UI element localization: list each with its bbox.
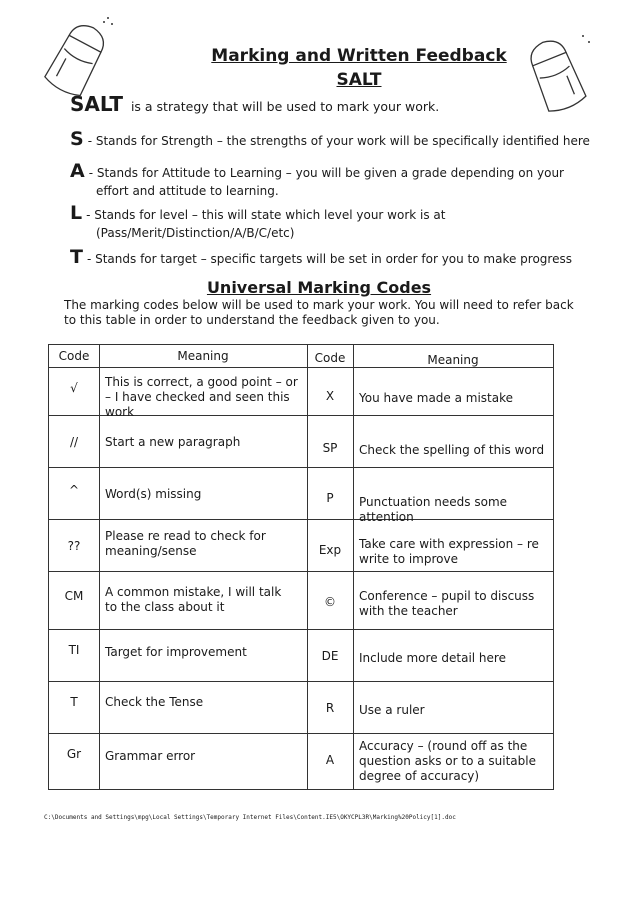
table-cell-code: © <box>324 595 336 609</box>
table-cell-meaning: Conference – pupil to discuss with the teacher <box>359 589 535 618</box>
salt-item-continuation: effort and attitude to learning. <box>96 184 279 198</box>
table-header: Meaning <box>177 349 229 363</box>
codes-title: Universal Marking Codes <box>206 278 432 297</box>
table-cell-code: Exp <box>318 543 342 557</box>
table-cell-code: X <box>325 389 335 403</box>
page-title: Marking and Written Feedback <box>211 46 507 66</box>
table-cell-code: // <box>69 435 79 449</box>
table-cell-code: TI <box>68 643 80 657</box>
table-cell-meaning: Punctuation needs some attention <box>359 495 508 524</box>
salt-item-letter: A <box>70 160 85 182</box>
table-cell-meaning: Start a new paragraph <box>105 435 241 449</box>
table-cell-code: A <box>325 753 335 767</box>
table-cell-code: R <box>325 701 335 715</box>
salt-item-t <box>70 246 572 268</box>
file-path-footer: C:\Documents and Settings\mpg\Local Settings\Temporary Internet Files\Content.IE5\OKYCPL3R\Marking%20Policy[1].doc <box>44 814 456 821</box>
table-cell-meaning: Grammar error <box>105 749 196 763</box>
table-cell-meaning: A common mistake, I will talk to the class about it <box>105 585 282 614</box>
table-header: Meaning <box>427 353 479 367</box>
salt-item-a <box>70 160 564 198</box>
salt-item-text: - Stands for level – this will state which level your work is at <box>86 208 446 222</box>
salt-intro-text: is a strategy that will be used to mark your work. <box>130 99 440 114</box>
table-cell-code: ^ <box>68 483 80 497</box>
table-cell-meaning: This is correct, a good point – or – I have checked and seen this work <box>105 375 298 419</box>
table-cell-code: CM <box>64 589 84 603</box>
salt-item-letter: L <box>70 202 83 224</box>
codes-intro: The marking codes below will be used to mark your work. You will need to refer back to this table in order to understand the feedback given to you. <box>64 298 574 327</box>
table-cell-meaning: Please re read to check for meaning/sense <box>105 529 266 558</box>
salt-item-text: - Stands for Strength – the strengths of your work will be specifically identified here <box>87 134 590 148</box>
table-cell-code: P <box>326 491 334 505</box>
table-cell-meaning: Check the Tense <box>105 695 204 709</box>
table-cell-code: Gr <box>66 747 82 761</box>
table-cell-meaning: Include more detail here <box>359 651 506 665</box>
salt-item-s <box>70 128 590 150</box>
table-cell-meaning: You have made a mistake <box>359 391 514 405</box>
salt-intro <box>70 92 439 116</box>
table-cell-meaning: Word(s) missing <box>105 487 202 501</box>
salt-item-letter: T <box>70 246 83 268</box>
table-cell-meaning: Target for improvement <box>105 645 247 659</box>
table-cell-code: DE <box>321 649 339 663</box>
table-cell-meaning: Check the spelling of this word <box>359 443 545 457</box>
table-header: Code <box>58 349 90 363</box>
salt-item-continuation: (Pass/Merit/Distinction/A/B/C/etc) <box>96 226 295 240</box>
salt-item-letter: S <box>70 128 84 150</box>
table-cell-code: √ <box>70 381 78 395</box>
salt-intro-acronym: SALT <box>70 92 123 116</box>
salt-item-text: - Stands for Attitude to Learning – you will be given a grade depending on your <box>88 166 564 180</box>
marking-codes-table <box>48 344 554 790</box>
table-cell-meaning: Take care with expression – re write to improve <box>359 537 539 566</box>
table-header: Code <box>314 351 346 365</box>
table-cell-code: T <box>70 695 78 709</box>
salt-item-l <box>70 202 445 240</box>
table-cell-code: ?? <box>67 539 81 553</box>
table-cell-meaning: Accuracy – (round off as the question asks or to a suitable degree of accuracy) <box>359 739 536 783</box>
table-cell-code: SP <box>322 441 338 455</box>
page-subtitle: SALT <box>336 70 382 90</box>
table-cell-meaning: Use a ruler <box>359 703 425 717</box>
salt-item-text: - Stands for target – specific targets will be set in order for you to make progress <box>86 252 572 266</box>
